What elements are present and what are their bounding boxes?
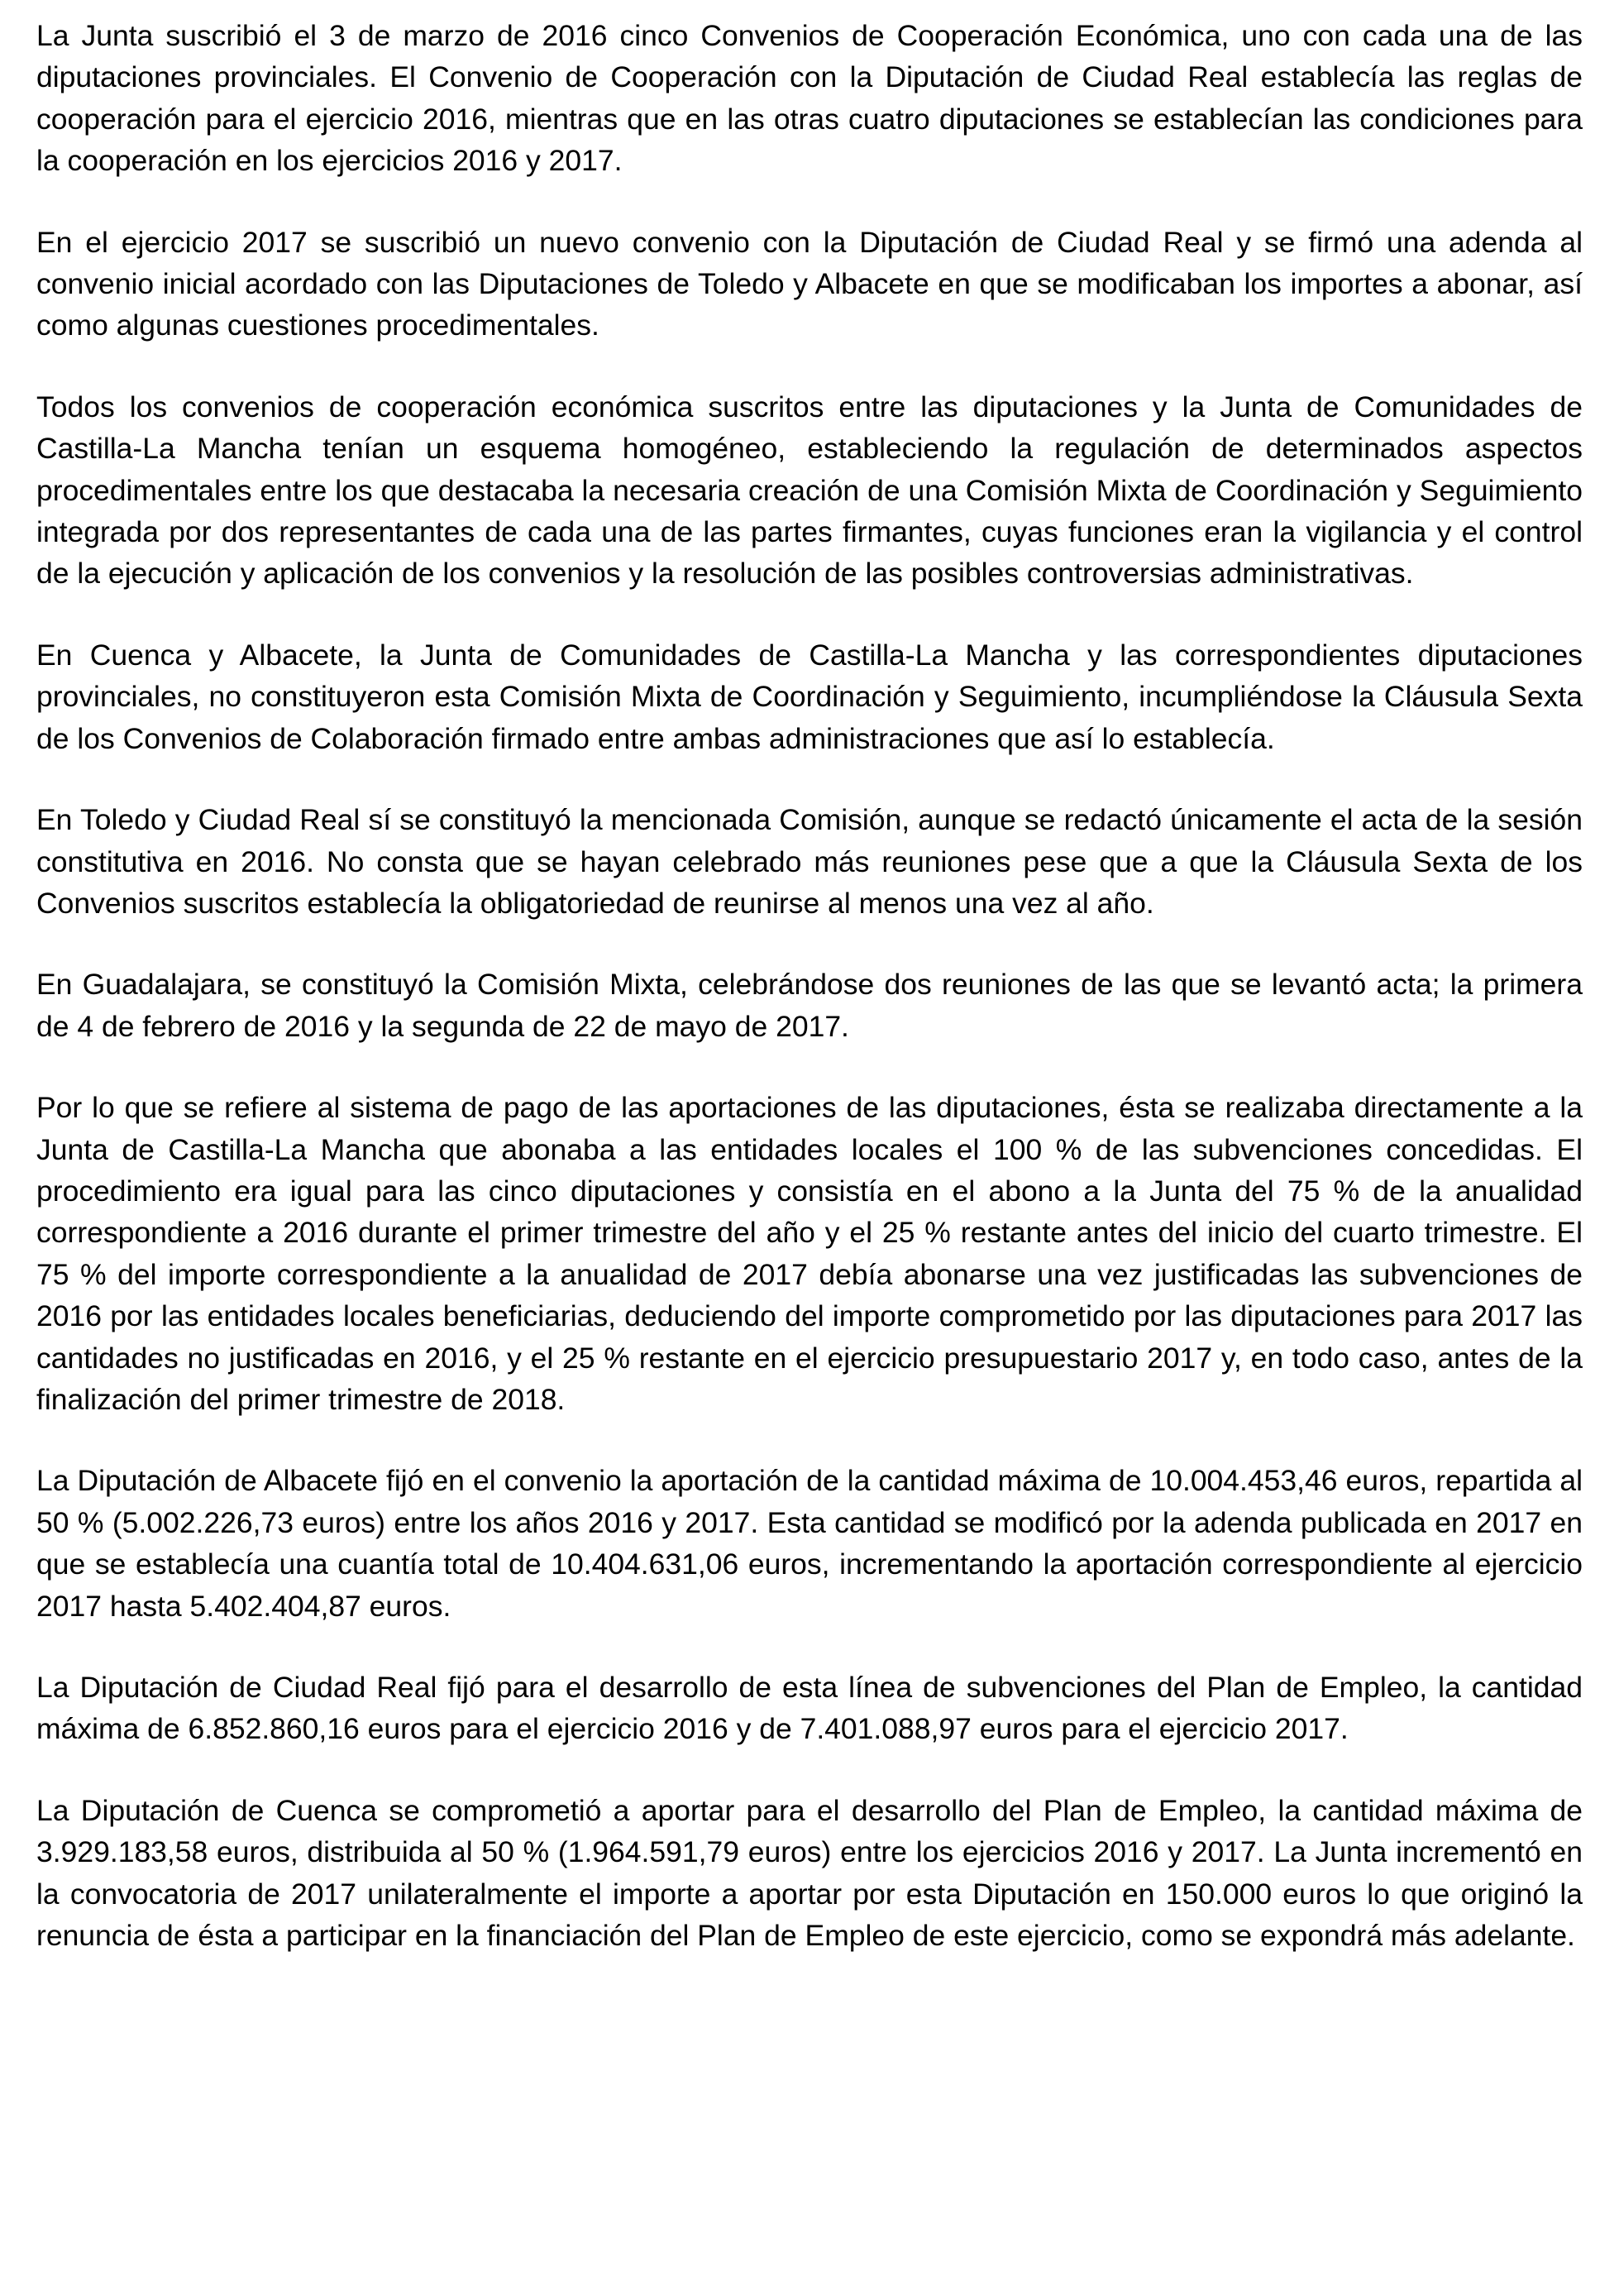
document-page (36, 15, 1583, 1956)
paragraph-sistema-pago: Por lo que se refiere al sistema de pago de las aportaciones de las diputaciones, ésta se realizaba directamente a la Junta de Castilla-La Mancha que abonaba a las entidades locales el 100 % de las subvenciones concedidas. El procedimiento era igual para las cinco diputaciones y consistía en el abono a la Junta del 75 % de la anualidad correspondiente a 2016 durante el primer trimestre del año y el 25 % restante antes del inicio del cuarto trimestre. El 75 % del importe correspondiente a la anualidad de 2017 debía abonarse una vez justificadas las subvenciones de 2016 por las entidades locales beneficiarias, deduciendo del importe comprometido por las diputaciones para 2017 las cantidades no justificadas en 2016, y el 25 % restante en el ejercicio presupuestario 2017 y, en todo caso, antes de la finalización del primer trimestre de 2018. (36, 1091, 1583, 1416)
paragraph-convenio-2017: En el ejercicio 2017 se suscribió un nuevo convenio con la Diputación de Ciudad Real y se firmó una adenda al convenio inicial acordado con las Diputaciones de Toledo y Albacete en que se modificaban los importes a abonar, así como algunas cuestiones procedimentales. (36, 225, 1583, 342)
paragraph-cuenca-albacete: En Cuenca y Albacete, la Junta de Comunidades de Castilla-La Mancha y las correspondientes diputaciones provinciales, no constituyeron esta Comisión Mixta de Coordinación y Seguimiento, incumpliéndose la Cláusula Sexta de los Convenios de Colaboración firmado entre ambas administraciones que así lo establecía. (36, 638, 1583, 755)
paragraph-toledo-ciudad-real: En Toledo y Ciudad Real sí se constituyó la mencionada Comisión, aunque se redactó únicamente el acta de la sesión constitutiva en 2016. No consta que se hayan celebrado más reuniones pese que a que la Cláusula Sexta de los Convenios suscritos establecía la obligatoriedad de reunirse al menos una vez al año. (36, 803, 1583, 920)
paragraph-guadalajara: En Guadalajara, se constituyó la Comisión Mixta, celebrándose dos reuniones de las que se levantó acta; la primera de 4 de febrero de 2016 y la segunda de 22 de mayo de 2017. (36, 968, 1583, 1043)
paragraph-diputacion-cuenca: La Diputación de Cuenca se comprometió a aportar para el desarrollo del Plan de Empleo, la cantidad máxima de 3.929.183,58 euros, distribuida al 50 % (1.964.591,79 euros) entre los ejercicios 2016 y 2017. La Junta incrementó en la convocatoria de 2017 unilateralmente el importe a aportar por esta Diputación en 150.000 euros lo que originó la renuncia de ésta a participar en la financiación del Plan de Empleo de este ejercicio, como se expondrá más adelante. (36, 1793, 1583, 1953)
paragraph-diputacion-albacete: La Diputación de Albacete fijó en el convenio la aportación de la cantidad máxima de 10.004.453,46 euros, repartida al 50 % (5.002.226,73 euros) entre los años 2016 y 2017. Esta cantidad se modificó por la adenda publicada en 2017 en que se establecía una cuantía total de 10.404.631,06 euros, incrementando la aportación correspondiente al ejercicio 2017 hasta 5.402.404,87 euros. (36, 1464, 1583, 1623)
paragraph-esquema-homogeneo: Todos los convenios de cooperación económica suscritos entre las diputaciones y la Junta de Comunidades de Castilla-La Mancha tenían un esquema homogéneo, estableciendo la regulación de determinados aspectos procedimentales entre los que destacaba la necesaria creación de una Comisión Mixta de Coordinación y Seguimiento integrada por dos representantes de cada una de las partes firmantes, cuyas funciones eran la vigilancia y el control de la ejecución y aplicación de los convenios y la resolución de las posibles controversias administrativas. (36, 390, 1583, 591)
paragraph-diputacion-ciudad-real: La Diputación de Ciudad Real fijó para el desarrollo de esta línea de subvenciones del Plan de Empleo, la cantidad máxima de 6.852.860,16 euros para el ejercicio 2016 y de 7.401.088,97 euros para el ejercicio 2017. (36, 1671, 1583, 1746)
paragraph-convenios-2016: La Junta suscribió el 3 de marzo de 2016 cinco Convenios de Cooperación Económica, uno con cada una de las diputaciones provinciales. El Convenio de Cooperación con la Diputación de Ciudad Real establecía las reglas de cooperación para el ejercicio 2016, mientras que en las otras cuatro diputaciones se establecían las condiciones para la cooperación en los ejercicios 2016 y 2017. (36, 19, 1583, 178)
